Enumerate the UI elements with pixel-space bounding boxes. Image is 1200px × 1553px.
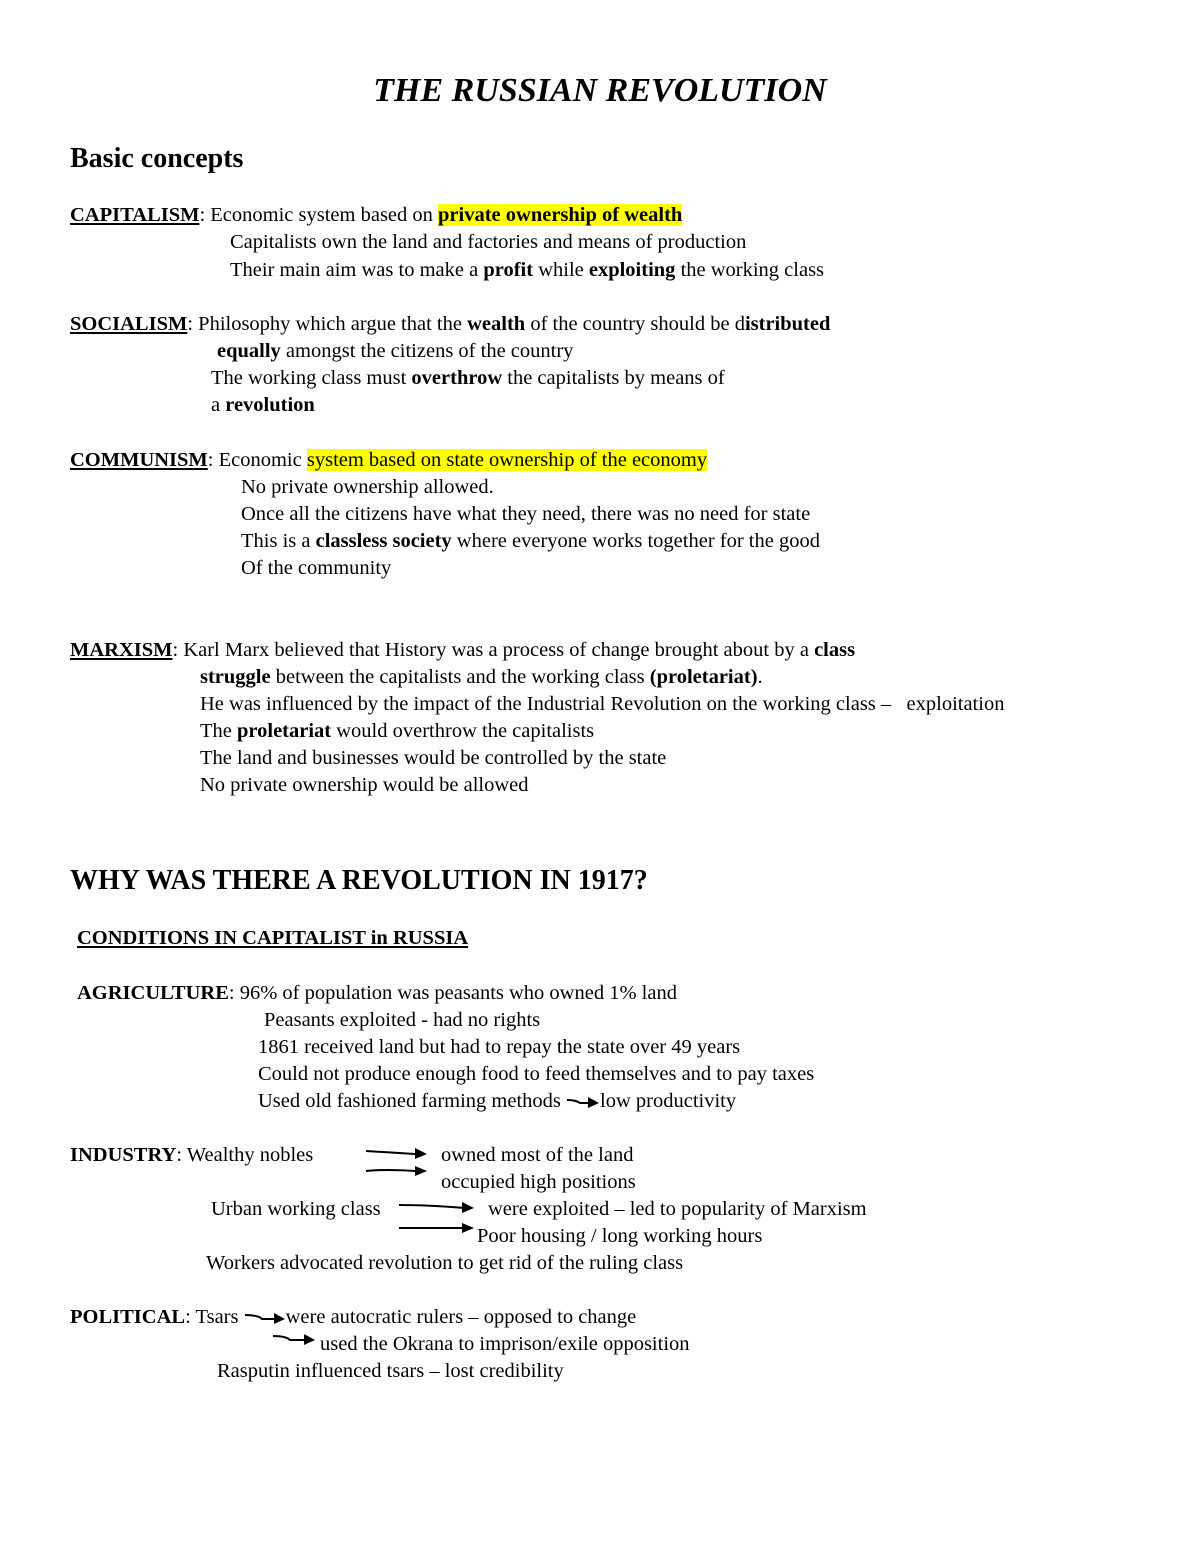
agriculture-line-4: Could not produce enough food to feed themselves and to pay taxes (258, 1063, 815, 1085)
highlight: system based on state ownership of the economy (306, 449, 708, 471)
arrow-right-icon (398, 1222, 478, 1236)
industry-line-4: Poor housing / long working hours (477, 1225, 763, 1247)
socialism-line-3: The working class must overthrow the capitalists by means of (211, 367, 725, 389)
marxism-line-4: The proletariat would overthrow the capitalists (200, 720, 595, 742)
political-line-1: POLITICAL: Tsars were autocratic rulers – opposed to change (70, 1306, 637, 1328)
arrow-right-icon (272, 1331, 316, 1347)
communism-line-5: Of the community (241, 557, 392, 579)
basic-concepts-heading: Basic concepts (70, 143, 244, 174)
industry-line-2: occupied high positions (441, 1171, 636, 1193)
arrow-right-icon (566, 1094, 600, 1110)
marxism-line-6: No private ownership would be allowed (200, 774, 529, 796)
agriculture-line-2: Peasants exploited - had no rights (264, 1009, 541, 1031)
political-line-3: Rasputin influenced tsars – lost credibility (217, 1360, 564, 1382)
agriculture-line-5: Used old fashioned farming methods low productivity (258, 1090, 737, 1112)
highlight: private ownership of wealth (438, 204, 683, 226)
industry-line-1b: owned most of the land (441, 1144, 634, 1166)
industry-term: INDUSTRY (70, 1144, 177, 1166)
socialism-line-1: SOCIALISM: Philosophy which argue that the wealth of the country should be distributed (70, 313, 831, 335)
socialism-term: SOCIALISM (70, 313, 188, 335)
marxism-line-3: He was influenced by the impact of the Industrial Revolution on the working class – exploitation (200, 693, 1005, 715)
communism-line-4: This is a classless society where everyone works together for the good (241, 530, 820, 552)
document-title: THE RUSSIAN REVOLUTION (373, 72, 827, 109)
communism-line-1: COMMUNISM: Economic system based on state ownership of the economy (70, 449, 708, 471)
industry-line-3b: were exploited – led to popularity of Marxism (488, 1198, 867, 1220)
arrow-right-icon (365, 1146, 429, 1162)
capitalism-line-2: Capitalists own the land and factories and means of production (230, 231, 747, 253)
industry-line-1: INDUSTRY: Wealthy nobles (70, 1144, 314, 1166)
industry-line-3: Urban working class (211, 1198, 381, 1220)
communism-term: COMMUNISM (70, 449, 208, 471)
marxism-line-1: MARXISM: Karl Marx believed that History was a process of change brought about by a class (70, 639, 856, 661)
socialism-line-2: equally amongst the citizens of the country (217, 340, 574, 362)
political-line-2: used the Okrana to imprison/exile opposition (320, 1333, 690, 1355)
industry-line-5: Workers advocated revolution to get rid of the ruling class (206, 1252, 684, 1274)
communism-line-3: Once all the citizens have what they need, there was no need for state (241, 503, 811, 525)
arrow-right-icon (365, 1165, 429, 1179)
marxism-line-2: struggle between the capitalists and the working class (proletariat). (200, 666, 763, 688)
why-revolution-heading: WHY WAS THERE A REVOLUTION IN 1917? (70, 865, 648, 896)
marxism-line-5: The land and businesses would be controlled by the state (200, 747, 667, 769)
arrow-right-icon (244, 1310, 286, 1326)
capitalism-line-3: Their main aim was to make a profit while exploiting the working class (230, 259, 825, 281)
agriculture-line-3: 1861 received land but had to repay the state over 49 years (258, 1036, 741, 1058)
socialism-line-4: a revolution (211, 394, 315, 416)
arrow-right-icon (398, 1200, 478, 1216)
agriculture-line-1: AGRICULTURE: 96% of population was peasants who owned 1% land (77, 982, 677, 1004)
communism-line-2: No private ownership allowed. (241, 476, 494, 498)
conditions-heading: CONDITIONS IN CAPITALIST in RUSSIA (77, 927, 469, 949)
marxism-term: MARXISM (70, 639, 173, 661)
capitalism-line-1: CAPITALISM: Economic system based on private ownership of wealth (70, 204, 683, 226)
capitalism-term: CAPITALISM (70, 204, 200, 226)
agriculture-term: AGRICULTURE (77, 982, 229, 1004)
political-term: POLITICAL (70, 1306, 186, 1328)
